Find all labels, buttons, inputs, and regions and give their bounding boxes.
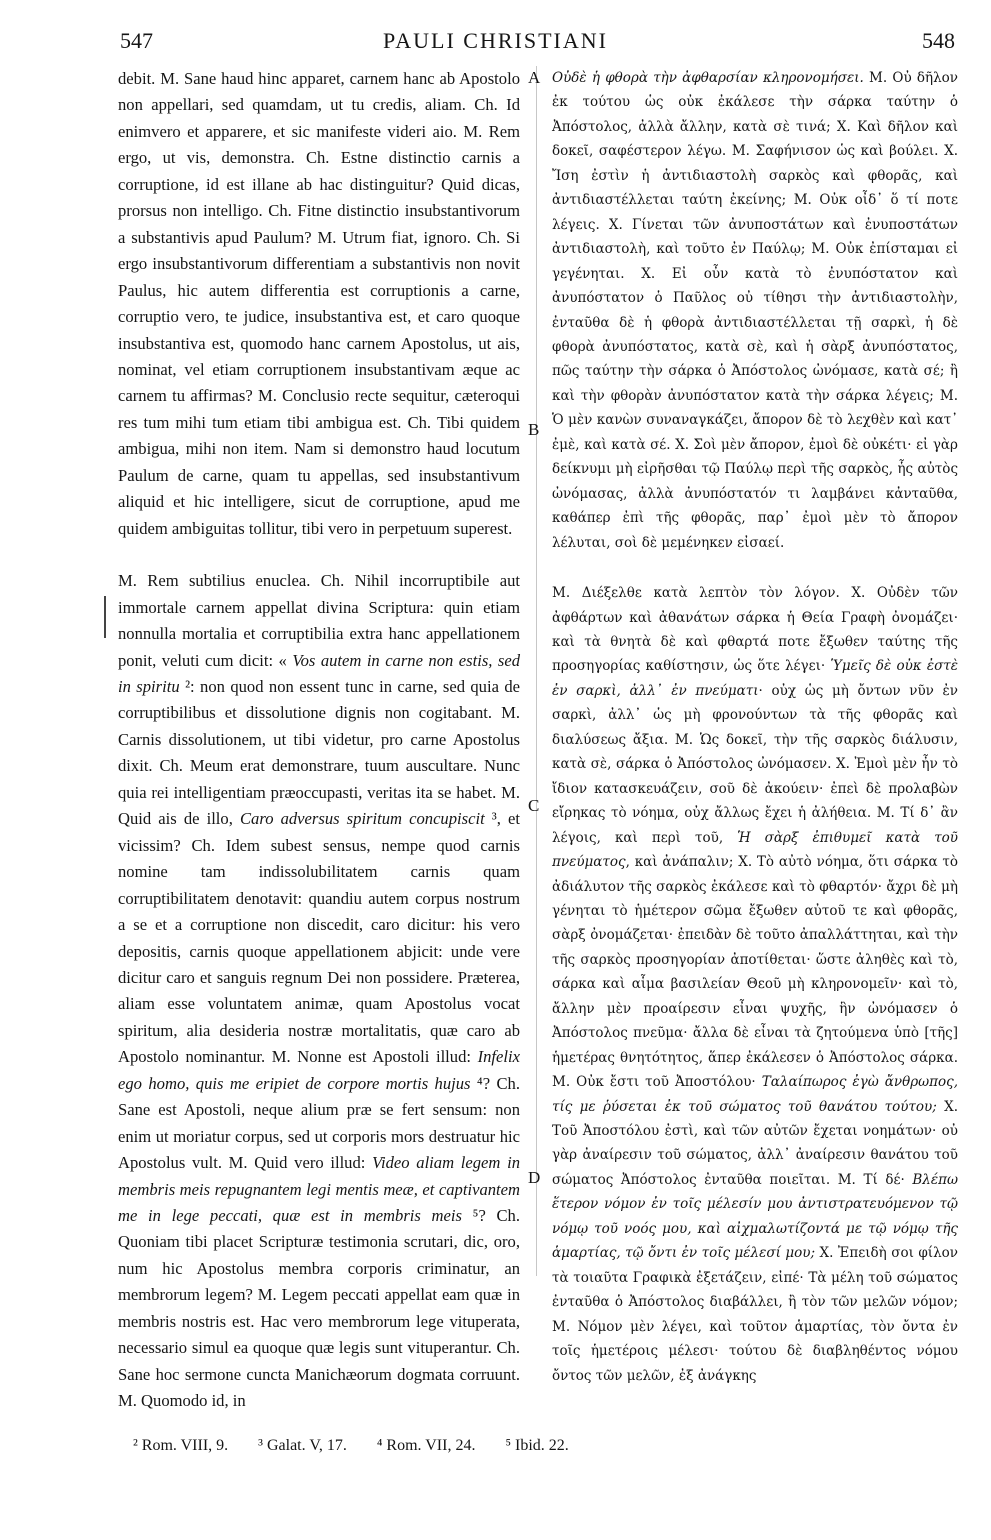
greek-text: Χ. Ἐπειδὴ σοι φίλον τὰ τοιαῦτα Γραφικὰ ἐξετάζειν, εἰπέ· Τὰ μέλη τοῦ σώματος ἐνταῦθα ὁ Ἀπόστολος διαβάλλει, ἢ τὸν τῶν μελῶν νόμον; Μ. Νόμον μὲν λέγει, καὶ τοῦτον ἁμαρτίας, τὸν ὄντα ἐν τοῖς ἡμετέροις μέλεσι· τούτου δὲ διαβληθέντος νόμου ὄντος τῶν μελῶν, ἐξ ἀνάγκης <box>552 1245 958 1384</box>
latin-quote: Video aliam legem in membris meis repugnantem legi mentis meæ, et captivantem me in lege peccati, quæ est in membris meis <box>118 1153 520 1226</box>
page-number-left: 547 <box>120 28 153 53</box>
greek-text: · οὐχ ὡς μὴ ὄντων νῦν ἐν σαρκὶ, ἀλλ᾽ ὡς μὴ φρονούντων τὰ τῆς φθορᾶς καὶ διαλύσεως ἄξια. Μ. Ὡς δοκεῖ, τὴν τῆς σαρκὸς διάλυσιν, κατὰ σὲ, σάρκα ὁ Ἀπόστολος ὠνόμασεν. Χ. Ἐμοὶ μὲν ἦν τὸ ἴδιον κατασκευάζειν, σοῦ δὲ ἀκούειν· ἐπεὶ δὲ προλαβὼν εἴρηκας τὸ νόημα, οὐχ ἄλλως ἔχει ἡ ἀλήθεια. Μ. Τί δ᾽ ἂν λέγοις, καὶ περὶ τοῦ, <box>552 682 958 846</box>
footnote: ⁴ Rom. VII, 24. <box>376 1437 476 1454</box>
greek-quote: Ταλαίπωρος ἐγὼ ἄνθρωπος, τίς με ῥύσεται ἐκ τοῦ σώματος τοῦ θανάτου τούτου; <box>552 1074 959 1115</box>
latin-text: ³, et vicissim? Ch. Idem subest sensus, nempe quod carnis nomine tam indissolubilitatem carnis quam corruptibilitatem denotavit: quandiu autem corpus nostrum a se et a corruptione non discedit, caro dicitur: his vero depositis, carnis quoque appellationem abjicit: unde vere dicitur caro et sanguis regnum Dei non possidere. Præterea, aliam esse voluntatem animæ, quam Apostolus vocat spiritum, alia desideria nostræ mortalitatis, quæ caro ab Apostolo nominantur. M. Nonne est Apostoli illud: <box>118 809 520 1067</box>
footnote: ³ Galat. V, 17. <box>258 1437 347 1454</box>
latin-text: M. Rem subtilius enuclea. Ch. Nihil incorruptibile aut immortale carnem appellat divina Scriptura: quin etiam nonnulla mortalia et corruptibilia extra hanc appellationem ponit, veluti cum dicit: « <box>118 571 520 670</box>
section-marker-c: C <box>528 796 540 815</box>
latin-paragraph-2 <box>118 568 520 1415</box>
latin-text: ⁵? Ch. Quoniam tibi placet Scripturæ testimonia scrutari, dic, oro, num hic Apostolus membra corporis criminatur, an membrorum legem? M. Legem peccati appellat eam quæ in membris nostris est. Hac vero membrorum lege vituperata, necessario simul ea quoque quæ legis sunt vituperantur. Ch. Sane hoc sermone cuncta Manichæorum dogmata corruunt. M. Quomodo id, in <box>118 1206 520 1411</box>
page-header <box>0 28 991 58</box>
footnote: ⁵ Ibid. 22. <box>505 1437 569 1454</box>
section-marker-a: A <box>528 68 541 87</box>
greek-text: Μ. Διέξελθε κατὰ λεπτὸν τὸν λόγον. Χ. Οὐδὲν τῶν ἀφθάρτων καὶ ἀθανάτων σάρκα ἡ Θεία Γραφὴ ὀνομάζει· καὶ τὰ θνητὰ δὲ καὶ φθαρτά ποτε ἔξωθεν ταύτης τῆς προσηγορίας καθίστησιν, ὡς ὅτε λέγει· <box>552 585 958 675</box>
running-title: PAULI CHRISTIANI <box>383 28 608 53</box>
latin-column <box>118 66 520 1415</box>
greek-paragraph-1 <box>552 66 958 555</box>
section-marker-b: B <box>528 420 540 439</box>
latin-text: ⁴? Ch. Sane est Apostoli, neque alium præ se fert sensum: non enim ut moriatur corpus, sed ut corporis mors destruatur hic Apostolus vult. M. Quid vero illud: <box>118 1073 520 1173</box>
latin-text: ²: non quod non essent tunc in carne, sed quia de corruptibilibus et dissolutione dignis non cogitabant. M. Carnis dissolutionem, ut tibi videtur, pro carne Apostolus dixit. Ch. Meum erat demonstrare, tuum auscultare. Nunc quia rei intelligentiam præoccupasti, veritas ita se habet. M. Quid ais de illo, <box>118 676 521 829</box>
latin-quote: Infelix ego homo, quis me eripiet de corpore mortis hujus <box>118 1047 520 1093</box>
margin-rule <box>104 596 106 638</box>
page-number-right: 548 <box>922 28 955 53</box>
greek-column <box>552 66 958 1388</box>
latin-paragraph-1: debit. M. Sane haud hinc apparet, carnem hanc ab Apostolo non appellari, sed quamdam, ut tu credis, aliam. Ch. Id enimvero et apparere, et sic manifeste videri aio. M. Rem ergo, ut vis, demonstra. Ch. Estne distinctio carnis a corruptione, id est illane ab hac distinguitur? Quid dicas, prorsus non intelligo. Ch. Fitne distinctio insubstantivorum a substantivis apud Paulum? M. Utrum fiat, ignoro. Ch. Si ergo insubstantivorum differentiam a substantivis non novit Paulus, hic autem differentia est corruptionis a carne, corruptio vero, te judice, insubstantiva est, et caro quoque insubstantiva est, quomodo hanc carnem Apostolus, ut ais, nominat, vel etiam corruptionem insubstantivam æque ac carnem tu affirmas? M. Conclusio recte sequitur, cæteroqui res tum mihi tum etiam tibi ambigua est. Ch. Tibi quidem ambigua, mihi non item. Nam si demonstro haud locutum Paulum de carne, quam tu appellas, sed insubstantivum aliquid et hic intelligere, sicut de corruptione, apud me quidem ambiguitas tollitur, tibi vero in perpetuum superest. <box>118 69 520 538</box>
latin-quote: Vos autem in carne non estis, sed in spiritu <box>118 650 520 696</box>
latin-quote: Caro adversus spiritum concupiscit <box>239 809 485 829</box>
footnote: ² Rom. VIII, 9. <box>133 1437 229 1454</box>
footnotes <box>133 1437 595 1455</box>
greek-text: Μ. Οὐ δῆλον ἐκ τούτου ὡς οὐκ ἐκάλεσε τὴν σάρκα ταύτην ὁ Ἀπόστολος, ἀλλὰ ἄλλην, κατὰ σὲ τινά; Χ. Καὶ δῆλον καὶ δοκεῖ, σαφέστερον λέγω. Μ. Σαφήνισον ὡς καὶ βούλει. Χ. Ἴση ἐστὶν ἡ ἀντιδιαστολὴ σαρκὸς καὶ φθορᾶς, καὶ ἀντιδιαστέλλεται ταύτη ἐκείνης; Μ. Οὐκ οἶδ᾽ ὅ τί ποτε λέγεις. Χ. Γίνεται τῶν ἀνυποστάτων καὶ ἐνυποστάτων ἀντιδιαστολὴ, καὶ τοῦτο ἐν Παύλῳ; Μ. Οὐκ ἐπίσταμαι εἰ γεγένηται. Χ. Εἰ οὖν κατὰ τὸ ἐνυπόστατον καὶ ἀνυπόστατον ὁ Παῦλος οὐ τίθησι τὴν ἀντιδιαστολὴν, ἐνταῦθα δὲ ἡ φθορὰ ἀντιδιαστέλλεται τῇ σαρκὶ, ἡ δὲ φθορὰ ἀνυπόστατος, κατὰ σὲ, καὶ ἡ σὰρξ ἀνυπόστατος, πῶς ταύτην τὴν σάρκα ὁ Ἀπόστολος ὠνόμασε, κατὰ σέ; ἢ καὶ τὴν φθορὰν ἀνυπόστατον κατὰ τὴν σάρκα λέγεις; Μ. Ὁ μὲν κανὼν συναναγκάζει, ἄπορον δὲ τὸ λεχθὲν καὶ κατ᾽ ἐμὲ, καὶ κατὰ σέ. Χ. Σοὶ μὲν ἄπορον, ἐμοὶ δὲ οὐκέτι· εἰ γὰρ δείκνυμι μὴ εἰρῆσθαι τῷ Παύλῳ περὶ τῆς σαρκὸς, ἧς αὐτὸς ὠνόμασας, ἀλλὰ ἀνυπόστατόν τι λαμβάνει κἀνταῦθα, καθάπερ ἐπὶ τῆς φθορᾶς, παρ᾽ ἐμοὶ μὲν τὸ ἄπορον λέλυται, σοὶ δὲ μεμένηκεν εἰσαεί. <box>552 70 958 551</box>
greek-quote: Οὐδὲ ἡ φθορὰ τὴν ἀφθαρσίαν κληρονομήσει. <box>552 70 864 86</box>
greek-text: Χ. Τοῦ Ἀποστόλου ἐστὶ, καὶ τῶν αὐτῶν ἔχεται νοημάτων· οὐ γὰρ ἀναίρεσιν τοῦ σώματος, ἀλλ᾽ ἀναίρεσιν θανάτου τοῦ σώματος Ἀπόστολος ἐνταῦθα ποιεῖται. Μ. Τί δέ· <box>552 1098 958 1188</box>
greek-quote: Ὑμεῖς δὲ οὐκ ἐστὲ ἐν σαρκὶ, ἀλλ᾽ ἐν πνεύματι <box>552 658 959 699</box>
greek-paragraph-2 <box>552 581 958 1388</box>
column-divider <box>536 66 537 1276</box>
greek-text: , καὶ ἀνάπαλιν; Χ. Τὸ αὐτὸ νόημα, ὅτι σάρκα τὸ ἀδιάλυτον τῆς σαρκὸς ἐκάλεσε καὶ τὸ φθαρτόν· ἄχρι δὲ μὴ γένηται τὸ ἡμέτερον σῶμα ἔξωθεν αὐτοῦ τε καὶ φθορᾶς, σὰρξ ὀνομάζεται· ἐπειδὰν δὲ τοῦτο ἀπαλλάττηται, καὶ τὴν τῆς σαρκὸς προσηγορίαν ἀποτίθεται· ὥστε ἀληθὲς καὶ τὸ, σάρκα καὶ αἷμα βασιλείαν Θεοῦ μὴ κληρονομεῖν· καὶ τὸ, ἄλλην μὲν προαίρεσιν εἶναι ψυχῆς, ἣν ὠνόμασεν ὁ Ἀπόστολος πνεῦμα· ἄλλα δὲ εἶναι τὰ ζητούμενα ὑπὸ [τῆς] ἡμετέρας θνητότητος, ἅπερ ἐκάλεσεν ὁ Ἀπόστολος σάρκα. Μ. Οὐκ ἔστι τοῦ Ἀποστόλου· <box>552 854 958 1091</box>
greek-quote: Βλέπω ἕτερον νόμον ἐν τοῖς μέλεσίν μου ἀντιστρατευόμενον τῷ νόμῳ τοῦ νοός μου, καὶ αἰχμαλωτίζοντά με τῷ νόμῳ τῆς ἁμαρτίας, τῷ ὄντι ἐν τοῖς μέλεσί μου; <box>552 1171 958 1262</box>
section-marker-d: D <box>528 1168 541 1187</box>
greek-quote: Ἡ σὰρξ ἐπιθυμεῖ κατὰ τοῦ πνεύματος <box>552 829 958 871</box>
